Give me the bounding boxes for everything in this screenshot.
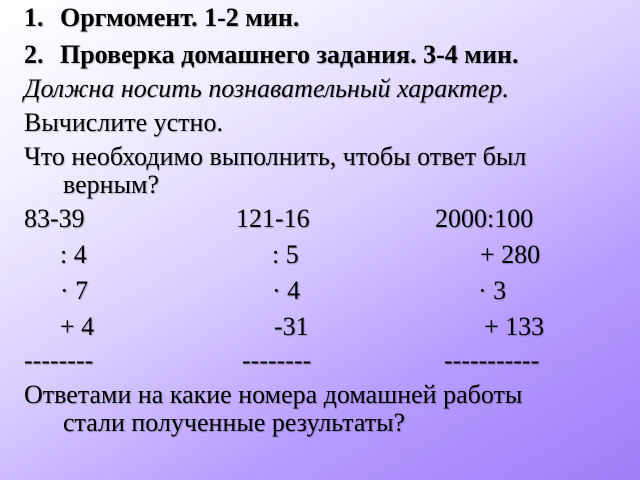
list-item-number: 2. [24,40,44,69]
column-1-result: -------- [24,346,94,375]
column-3-result: ----------- [444,346,540,375]
final-question-line-1: Ответами на какие номера домашней работы [24,380,523,409]
column-2-op-3: -31 [274,312,309,341]
list-item-number: 1. [24,3,44,32]
note-text: Должна носить познавательный характер. [24,74,509,103]
question-line-1: Что необходимо выполнить, чтобы ответ был [24,142,527,171]
column-3-op-3: + 133 [484,312,545,341]
list-item-1 [24,3,299,33]
column-1-op-1: : 4 [60,240,87,269]
column-2-result: -------- [242,346,312,375]
column-1-op-3: + 4 [60,312,95,341]
instruction-text: Вычислите устно. [24,108,223,137]
column-2-start: 121-16 [236,204,310,233]
column-3-start: 2000:100 [435,204,534,233]
column-2-op-2: · 4 [272,276,301,305]
column-1-start: 83-39 [24,204,85,233]
list-item-text: Проверка домашнего задания. 3-4 мин. [60,40,519,69]
column-3-op-1: + 280 [480,240,541,269]
list-item-2 [24,40,518,70]
column-3-op-2: · 3 [478,276,507,305]
question-line-2: верным? [63,170,160,199]
final-question-line-2: стали полученные результаты? [63,408,406,437]
list-item-text: Оргмомент. 1-2 мин. [60,3,300,32]
column-2-op-1: : 5 [272,240,299,269]
column-1-op-2: · 7 [60,276,89,305]
